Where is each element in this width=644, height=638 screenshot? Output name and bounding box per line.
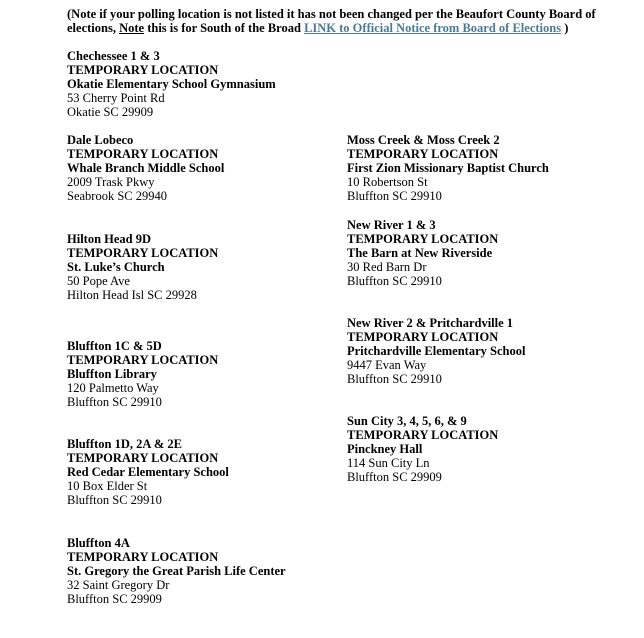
note-underlined-word: Note <box>119 21 145 35</box>
location-city: Bluffton SC 29910 <box>347 189 442 203</box>
location-city: Bluffton SC 29910 <box>347 372 442 386</box>
location-status: TEMPORARY LOCATION <box>347 232 499 246</box>
precinct-name: Chechessee 1 & 3 <box>67 49 160 63</box>
location-street: 53 Cherry Point Rd <box>67 91 165 105</box>
precinct-name: Sun City 3, 4, 5, 6, & 9 <box>347 414 467 428</box>
location-city: Bluffton SC 29910 <box>347 274 442 288</box>
location-status: TEMPORARY LOCATION <box>347 428 499 442</box>
location-street: 114 Sun City Ln <box>347 456 430 470</box>
location-status: TEMPORARY LOCATION <box>67 63 219 77</box>
precinct-name: Moss Creek & Moss Creek 2 <box>347 133 500 147</box>
location-street: 2009 Trask Pkwy <box>67 175 155 189</box>
location-block-sun-city <box>347 414 617 484</box>
location-status: TEMPORARY LOCATION <box>67 147 219 161</box>
location-place: Whale Branch Middle School <box>67 161 225 175</box>
location-place: Pritchardville Elementary School <box>347 344 526 358</box>
precinct-name: New River 2 & Pritchardville 1 <box>347 316 514 330</box>
precinct-name: Bluffton 1D, 2A & 2E <box>67 437 182 451</box>
precinct-name: Bluffton 1C & 5D <box>67 339 162 353</box>
location-place: The Barn at New Riverside <box>347 246 493 260</box>
precinct-name: Hilton Head 9D <box>67 232 152 246</box>
location-street: 120 Palmetto Way <box>67 381 159 395</box>
location-status: TEMPORARY LOCATION <box>347 330 499 344</box>
location-block-bluffton-1d-2a-2e <box>67 437 337 507</box>
location-street: 10 Robertson St <box>347 175 428 189</box>
location-block-hilton-head-9d <box>67 232 337 302</box>
precinct-name: Dale Lobeco <box>67 133 134 147</box>
location-city: Bluffton SC 29910 <box>67 395 162 409</box>
location-street: 32 Saint Gregory Dr <box>67 578 170 592</box>
location-place: Bluffton Library <box>67 367 157 381</box>
location-block-new-river-1-3 <box>347 218 617 288</box>
location-status: TEMPORARY LOCATION <box>67 353 219 367</box>
location-city: Hilton Head Isl SC 29928 <box>67 288 197 302</box>
location-status: TEMPORARY LOCATION <box>67 550 219 564</box>
location-block-moss-creek <box>347 133 617 203</box>
precinct-name: Bluffton 4A <box>67 536 130 550</box>
location-place: St. Luke’s Church <box>67 260 165 274</box>
location-place: St. Gregory the Great Parish Life Center <box>67 564 286 578</box>
location-street: 30 Red Barn Dr <box>347 260 427 274</box>
location-block-bluffton-4a <box>67 536 337 606</box>
notice-text-start: (Note if your polling location is not listed it has not been changed per the Beaufort County Board of elections, <box>67 7 596 35</box>
location-status: TEMPORARY LOCATION <box>67 246 219 260</box>
notice-text-middle: this is for South of the Broad <box>144 21 305 35</box>
location-place: Pinckney Hall <box>347 442 423 456</box>
location-place: First Zion Missionary Baptist Church <box>347 161 549 175</box>
location-street: 50 Pope Ave <box>67 274 130 288</box>
location-city: Bluffton SC 29909 <box>347 470 442 484</box>
location-place: Red Cedar Elementary School <box>67 465 229 479</box>
precinct-name: New River 1 & 3 <box>347 218 436 232</box>
notice-text-end: ) <box>561 21 569 35</box>
official-notice-link[interactable]: LINK to Official Notice from Board of Elections <box>304 21 562 35</box>
location-street: 9447 Evan Way <box>347 358 427 372</box>
location-block-chechessee <box>67 49 337 119</box>
location-block-new-river-2-pritchardville <box>347 316 617 386</box>
location-place: Okatie Elementary School Gymnasium <box>67 77 276 91</box>
location-city: Okatie SC 29909 <box>67 105 154 119</box>
location-block-dale-lobeco <box>67 133 337 203</box>
location-status: TEMPORARY LOCATION <box>67 451 219 465</box>
location-street: 10 Box Elder St <box>67 479 148 493</box>
notice-paragraph <box>67 7 612 35</box>
location-city: Bluffton SC 29909 <box>67 592 162 606</box>
location-city: Bluffton SC 29910 <box>67 493 162 507</box>
location-block-bluffton-1c-5d <box>67 339 337 409</box>
location-city: Seabrook SC 29940 <box>67 189 167 203</box>
location-status: TEMPORARY LOCATION <box>347 147 499 161</box>
